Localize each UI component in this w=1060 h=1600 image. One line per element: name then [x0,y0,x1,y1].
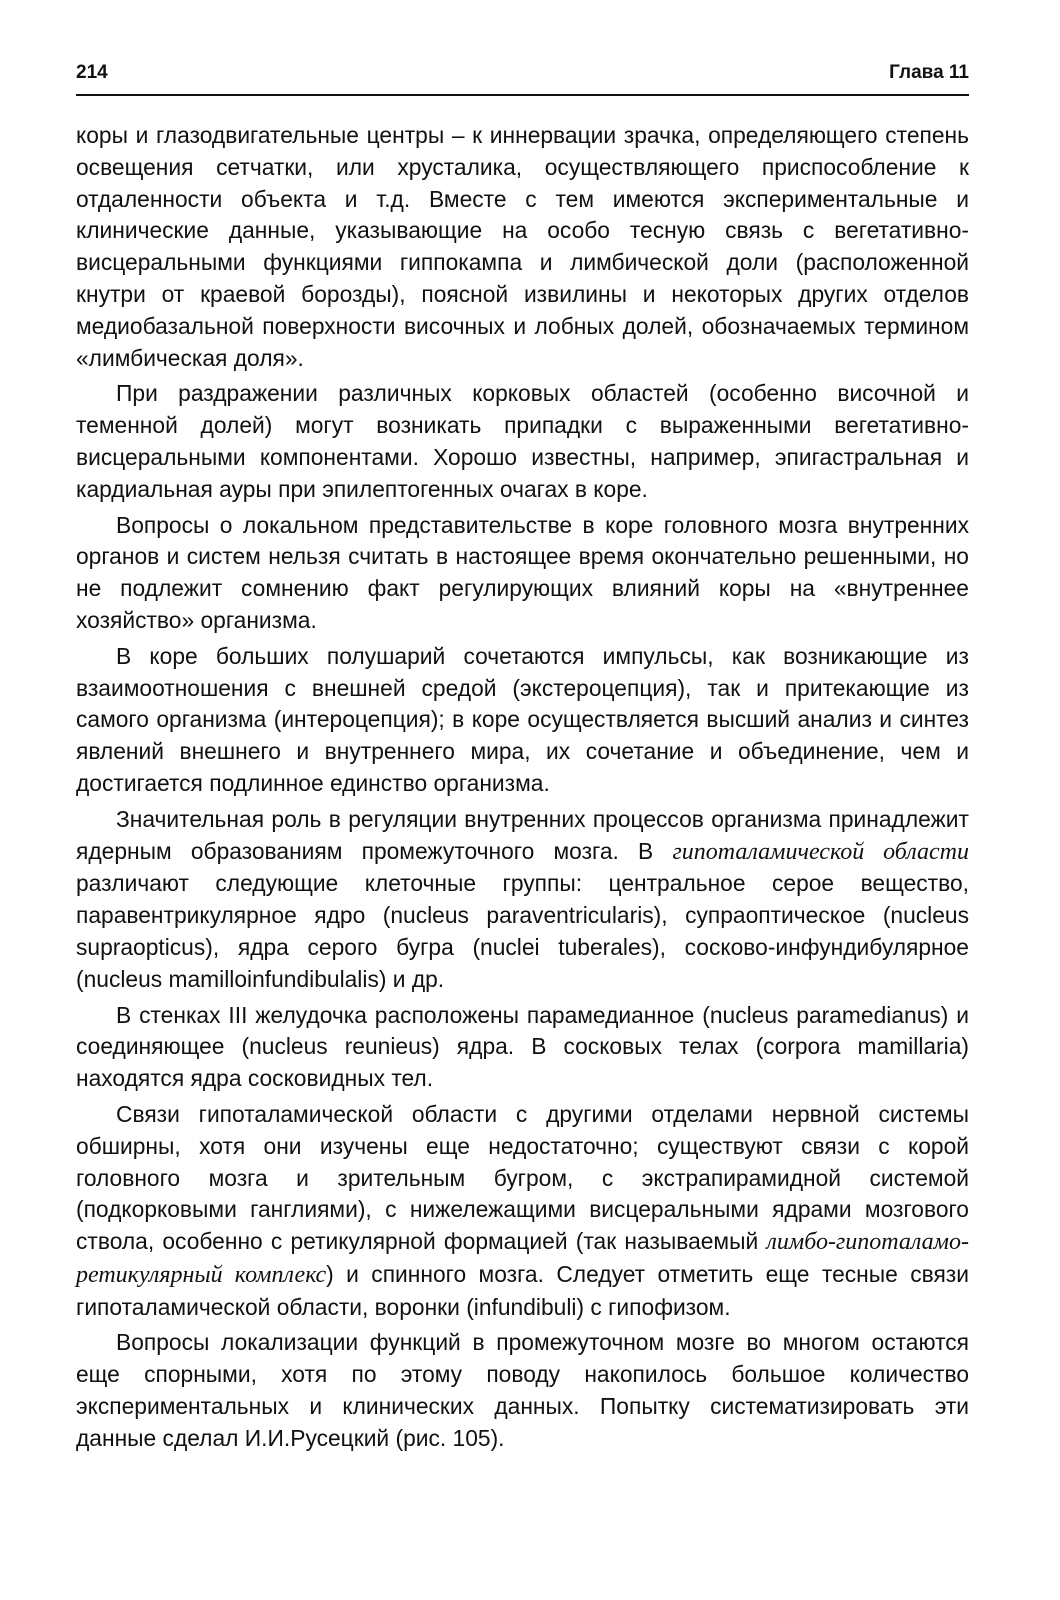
text-run: В коре больших полушарий сочетаются импульсы, как возникающие из взаимоотношения с внешней средой (экстероцепция), так и притекающие из самого организма (интероцепция); в коре осуществляется высший анализ и синтез явлений внешнего и внутреннего мира, их сочетание и объединение, чем и достигается подлинное единство организма. [76,642,969,796]
paragraph [76,804,969,996]
body-text [76,120,969,1455]
paragraph [76,1099,969,1324]
paragraph [76,1327,969,1454]
paragraph [76,641,969,800]
text-run: Связи гипоталамической области с другими отделами нервной системы обширны, хотя они изучены еще недостаточно; существуют связи с корой головного мозга и зрительным бугром, с экстрапирамидной системой (подкорковыми ганглиями), с нижележащими висцеральными ядрами мозгового ствола, особенно с ретикулярной формацией (так называемый [76,1100,969,1255]
paragraph [76,120,969,374]
running-head [76,60,969,96]
text-run: Значительная роль в регуляции внутренних процессов организма принадлежит ядерным образованиям промежуточного мозга. В [76,805,969,864]
paragraph [76,378,969,505]
page-number: 214 [76,62,108,83]
text-run: различают следующие клеточные группы: центральное серое вещество, паравентрикулярное ядро (nucleus paraventricularis), супраоптическое (nucleus supraopticus), ядра серого бугра (nuclei tuberales), сосково-инфундибулярное (nucleus mamilloinfundibulalis) и др. [76,870,969,992]
text-run: ) и спинного мозга. Следует отметить еще тесные связи гипоталамической области, воронки (infundibuli) с гипофизом. [76,1260,969,1320]
text-run: В стенках III желудочка расположены парамедианное (nucleus paramedianus) и соединяющее (nucleus reunieus) ядра. В сосковых телах (corpora mamillaria) находятся ядра сосковидных тел. [76,1001,969,1092]
paragraph [76,510,969,637]
chapter-label: Глава 11 [889,62,969,83]
text-run: Вопросы о локальном представительстве в коре головного мозга внутренних органов и систем нельзя считать в настоящее время окончательно решенными, но не подлежит сомнению факт регулирующих влияний коры на «внутреннее хозяйство» организма. [76,511,969,633]
text-run: Вопросы локализации функций в промежуточном мозге во многом остаются еще спорными, хотя по этому поводу накопилось большое количество экспериментальных и клинических данных. Попытку систематизировать эти данные сделал И.И.Русецкий (рис. 105). [76,1329,969,1451]
text-run: При раздражении различных корковых областей (особенно височной и теменной долей) могут возникать припадки с выраженными вегетативно-висцеральными компонентами. Хорошо известны, например, эпигастральная и кардиальная ауры при эпилептогенных очагах в коре. [76,380,969,502]
book-page [76,60,969,1580]
text-run: коры и глазодвигательные центры – к иннервации зрачка, определяющего степень освещения сетчатки, или хрусталика, осуществляющего приспособление к отдаленности объекта и т.д. Вместе с тем имеются экспериментальные и клинические данные, указывающие на особо тесную связь с вегетативно-висцеральными функциями гиппокампа и лимбической доли (расположенной кнутри от краевой борозды), поясной извилины и некоторых других отделов медиобазальной поверхности височных и лобных долей, обозначаемых термином «лимбическая доля». [76,122,969,371]
italic-term: гипоталамической области [672,838,969,865]
paragraph [76,1000,969,1095]
italic-term: лимбо-гипоталамо-ретикулярный комплекс [76,1229,969,1288]
